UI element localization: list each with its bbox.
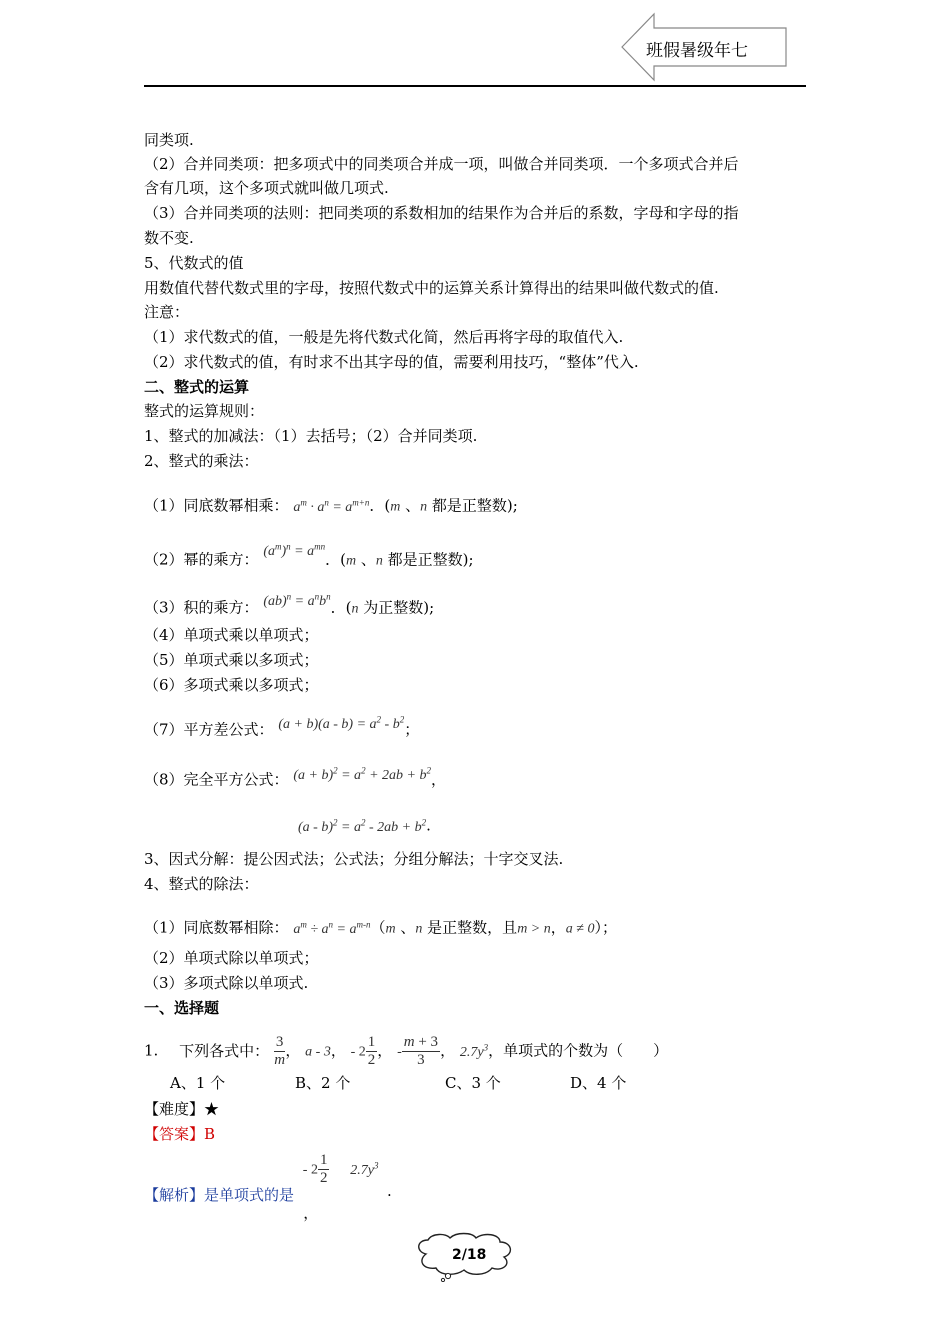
fraction-3-over-m: $\frac{3}{m}$ [274,1034,286,1069]
text-line: 数不变. [144,229,194,247]
option-d[interactable]: D、4 个 [570,1074,627,1092]
text-line: 3、因式分解：提公因式法；公式法；分组分解法；十字交叉法. [144,850,564,868]
text-line: （5）单项式乘以多项式； [144,651,319,669]
page-number: 2/18 [452,1247,487,1263]
text-line: 用数值代替代数式里的字母，按照代数式中的运算关系计算得出的结果叫做代数式的值. [144,279,719,297]
fraction-one-half: $\frac{1}{2}$ [319,1152,328,1186]
answer-label: 【答案】B [144,1125,216,1143]
text-line: 5、代数式的值 [144,254,244,272]
section-heading: 二、整式的运算 [144,378,250,396]
text-line: 2、整式的乘法： [144,452,259,470]
fraction-m-plus-3-over-3: $\frac{m + 3}{3}$ [403,1034,439,1069]
text-line: 4、整式的除法： [144,875,259,893]
section-heading: 一、选择题 [144,999,220,1017]
analysis-line: 【解析】是单项式的是 - 2 $\frac{1}{2}$ $2.7y^3$ ， . [144,1152,392,1222]
text-line: 1、整式的加减法：（1）去括号；（2）合并同类项. [144,427,478,445]
option-a[interactable]: A、1 个 [170,1074,226,1092]
text-line: （2）求代数式的值，有时求不出其字母的值，需要利用技巧，“整体”代入. [144,353,639,371]
rule-line-8: （8）完全平方公式： $(a + b)^2 = a^2 + 2ab + b^2$， [144,765,446,789]
rule-line-3: （3）积的乘方： $(ab)^n = a^nb^n$．(n 为正整数); [144,591,435,617]
header-title: 班假暑级年七 [646,41,748,61]
text-line: （2）合并同类项：把多项式中的同类项合并成一项，叫做合并同类项．一个多项式合并后 [144,155,739,173]
question-1: 1. 下列各式中： $\frac{3}{m}$ ， a - 3， - 2 $\frac{1}{2}$ ， - $\frac{m + 3}{3}$ ， $2.7y^3$，单项式的个数为（ ） [144,1034,669,1069]
text-line: 整式的运算规则： [144,402,265,420]
difficulty-label: 【难度】★ [144,1100,220,1118]
text-line: （3）多项式除以单项式. [144,974,309,992]
text-line: （2）单项式除以单项式； [144,949,319,967]
rule-line-2: （2）幂的乘方： $(a^m)^n = a^{mn}$．(m 、n 都是正整数); [144,541,474,569]
option-c[interactable]: C、3 个 [445,1074,501,1092]
fraction-one-half: $\frac{1}{2}$ [367,1034,376,1069]
text-line: （6）多项式乘以多项式； [144,676,319,694]
text-line: （4）单项式乘以单项式； [144,626,319,644]
division-rule-1: （1）同底数幂相除： $a^m \div a^n = a^{m-n}(m$ 、n 是正整数，且m > n，a ≠ 0）； [144,918,617,937]
text-line: （3）合并同类项的法则：把同类项的系数相加的结果作为合并后的系数，字母和字母的指 [144,204,739,222]
rule-line-8b: $(a - b)^2 = a^2 - 2ab + b^2$. [298,816,431,835]
text-line: 注意： [144,303,190,321]
header-rule [144,85,806,87]
rule-line-7: （7）平方差公式： $(a + b)(a - b) = a^2 - b^2$； [144,714,420,739]
option-b[interactable]: B、2 个 [295,1074,351,1092]
text-line: （1）求代数式的值，一般是先将代数式化简，然后再将字母的取值代入. [144,328,624,346]
text-line: 同类项. [144,131,194,149]
rule-line-1: （1）同底数幂相乘： $a^m \cdot a^n = a^{m+n}$．(m 、n 都是正整数); [144,496,518,515]
text-line: 含有几项，这个多项式就叫做几项式. [144,179,389,197]
